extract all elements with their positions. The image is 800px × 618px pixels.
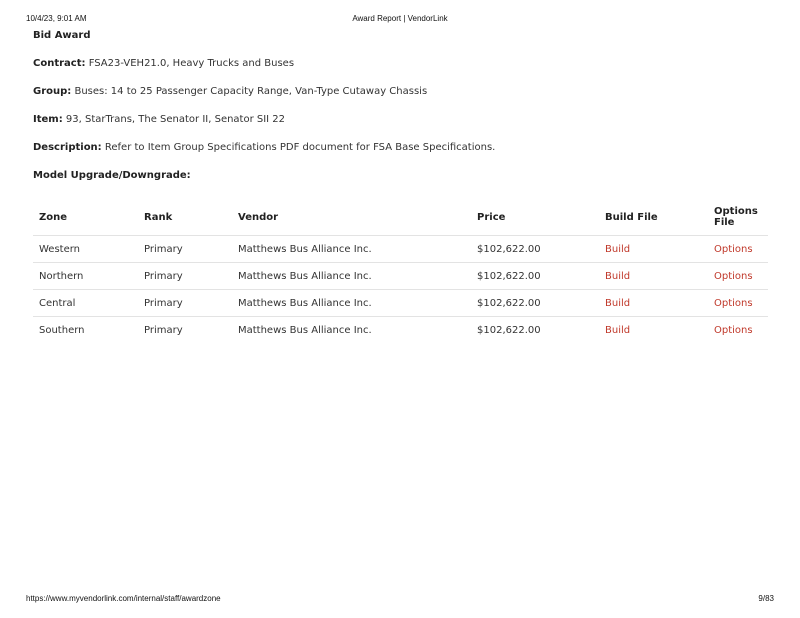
build-link[interactable]: Build xyxy=(605,270,631,282)
options-link[interactable]: Options xyxy=(714,243,753,255)
cell-options-file xyxy=(708,236,768,263)
group-field xyxy=(33,86,768,98)
options-link[interactable]: Options xyxy=(714,324,753,336)
cell-vendor: Matthews Bus Alliance Inc. xyxy=(232,236,471,263)
print-page-number: 9/83 xyxy=(758,594,774,603)
cell-zone: Western xyxy=(33,236,138,263)
group-value: Buses: 14 to 25 Passenger Capacity Range, Van-Type Cutaway Chassis xyxy=(74,86,428,97)
item-value: 93, StarTrans, The Senator II, Senator SII 22 xyxy=(65,114,286,125)
table-header-row xyxy=(33,206,768,236)
header-options-file: Options File xyxy=(708,206,768,236)
cell-vendor: Matthews Bus Alliance Inc. xyxy=(238,324,372,336)
cell-rank: Primary xyxy=(138,263,232,290)
cell-vendor: Matthews Bus Alliance Inc. xyxy=(232,290,471,317)
table-row xyxy=(33,263,768,290)
table-row xyxy=(33,236,768,263)
cell-price: $102,622.00 xyxy=(471,236,599,263)
header-build-file: Build File xyxy=(599,206,708,236)
options-link[interactable]: Options xyxy=(714,297,753,309)
cell-zone: Southern xyxy=(39,324,85,336)
cell-build-file xyxy=(599,263,708,290)
item-field xyxy=(33,114,768,126)
cell-build-file xyxy=(599,290,708,317)
cell-options-file xyxy=(708,290,768,317)
contract-value: FSA23-VEH21.0, Heavy Trucks and Buses xyxy=(88,58,295,69)
build-link[interactable]: Build xyxy=(605,297,631,309)
description-value: Refer to Item Group Specifications PDF document for FSA Base Specifications. xyxy=(104,142,496,153)
model-upgrade-field xyxy=(33,170,768,182)
description-label: Description: xyxy=(33,142,102,153)
build-link[interactable]: Build xyxy=(605,324,631,336)
print-header xyxy=(26,14,774,26)
cell-rank: Primary xyxy=(138,236,232,263)
award-report xyxy=(33,30,768,343)
award-table xyxy=(33,206,768,343)
cell-price: $102,622.00 xyxy=(471,263,599,290)
cell-zone: Central xyxy=(33,290,138,317)
cell-options-file xyxy=(708,263,768,290)
header-price: Price xyxy=(471,206,599,236)
group-label: Group: xyxy=(33,86,72,97)
cell-build-file xyxy=(599,236,708,263)
header-zone: Zone xyxy=(33,206,138,236)
header-rank: Rank xyxy=(138,206,232,236)
print-datetime: 10/4/23, 9:01 AM xyxy=(26,14,87,23)
report-heading: Bid Award xyxy=(33,30,91,41)
build-link[interactable]: Build xyxy=(605,243,631,255)
table-row xyxy=(33,317,768,344)
print-footer xyxy=(26,594,774,606)
cell-zone: Northern xyxy=(33,263,138,290)
cell-price: $102,622.00 xyxy=(477,324,541,336)
item-label: Item: xyxy=(33,114,63,125)
options-link[interactable]: Options xyxy=(714,270,753,282)
table-row xyxy=(33,290,768,317)
model-upgrade-label: Model Upgrade/Downgrade: xyxy=(33,170,191,181)
contract-field xyxy=(33,58,768,70)
print-page-title: Award Report | VendorLink xyxy=(352,14,448,23)
cell-vendor: Matthews Bus Alliance Inc. xyxy=(232,263,471,290)
header-vendor: Vendor xyxy=(232,206,471,236)
contract-label: Contract: xyxy=(33,58,86,69)
print-url: https://www.myvendorlink.com/internal/staff/awardzone xyxy=(26,594,221,603)
cell-build-file xyxy=(599,317,708,344)
description-field xyxy=(33,142,768,154)
cell-rank: Primary xyxy=(144,324,183,336)
cell-options-file xyxy=(708,317,768,344)
cell-price: $102,622.00 xyxy=(471,290,599,317)
cell-rank: Primary xyxy=(138,290,232,317)
